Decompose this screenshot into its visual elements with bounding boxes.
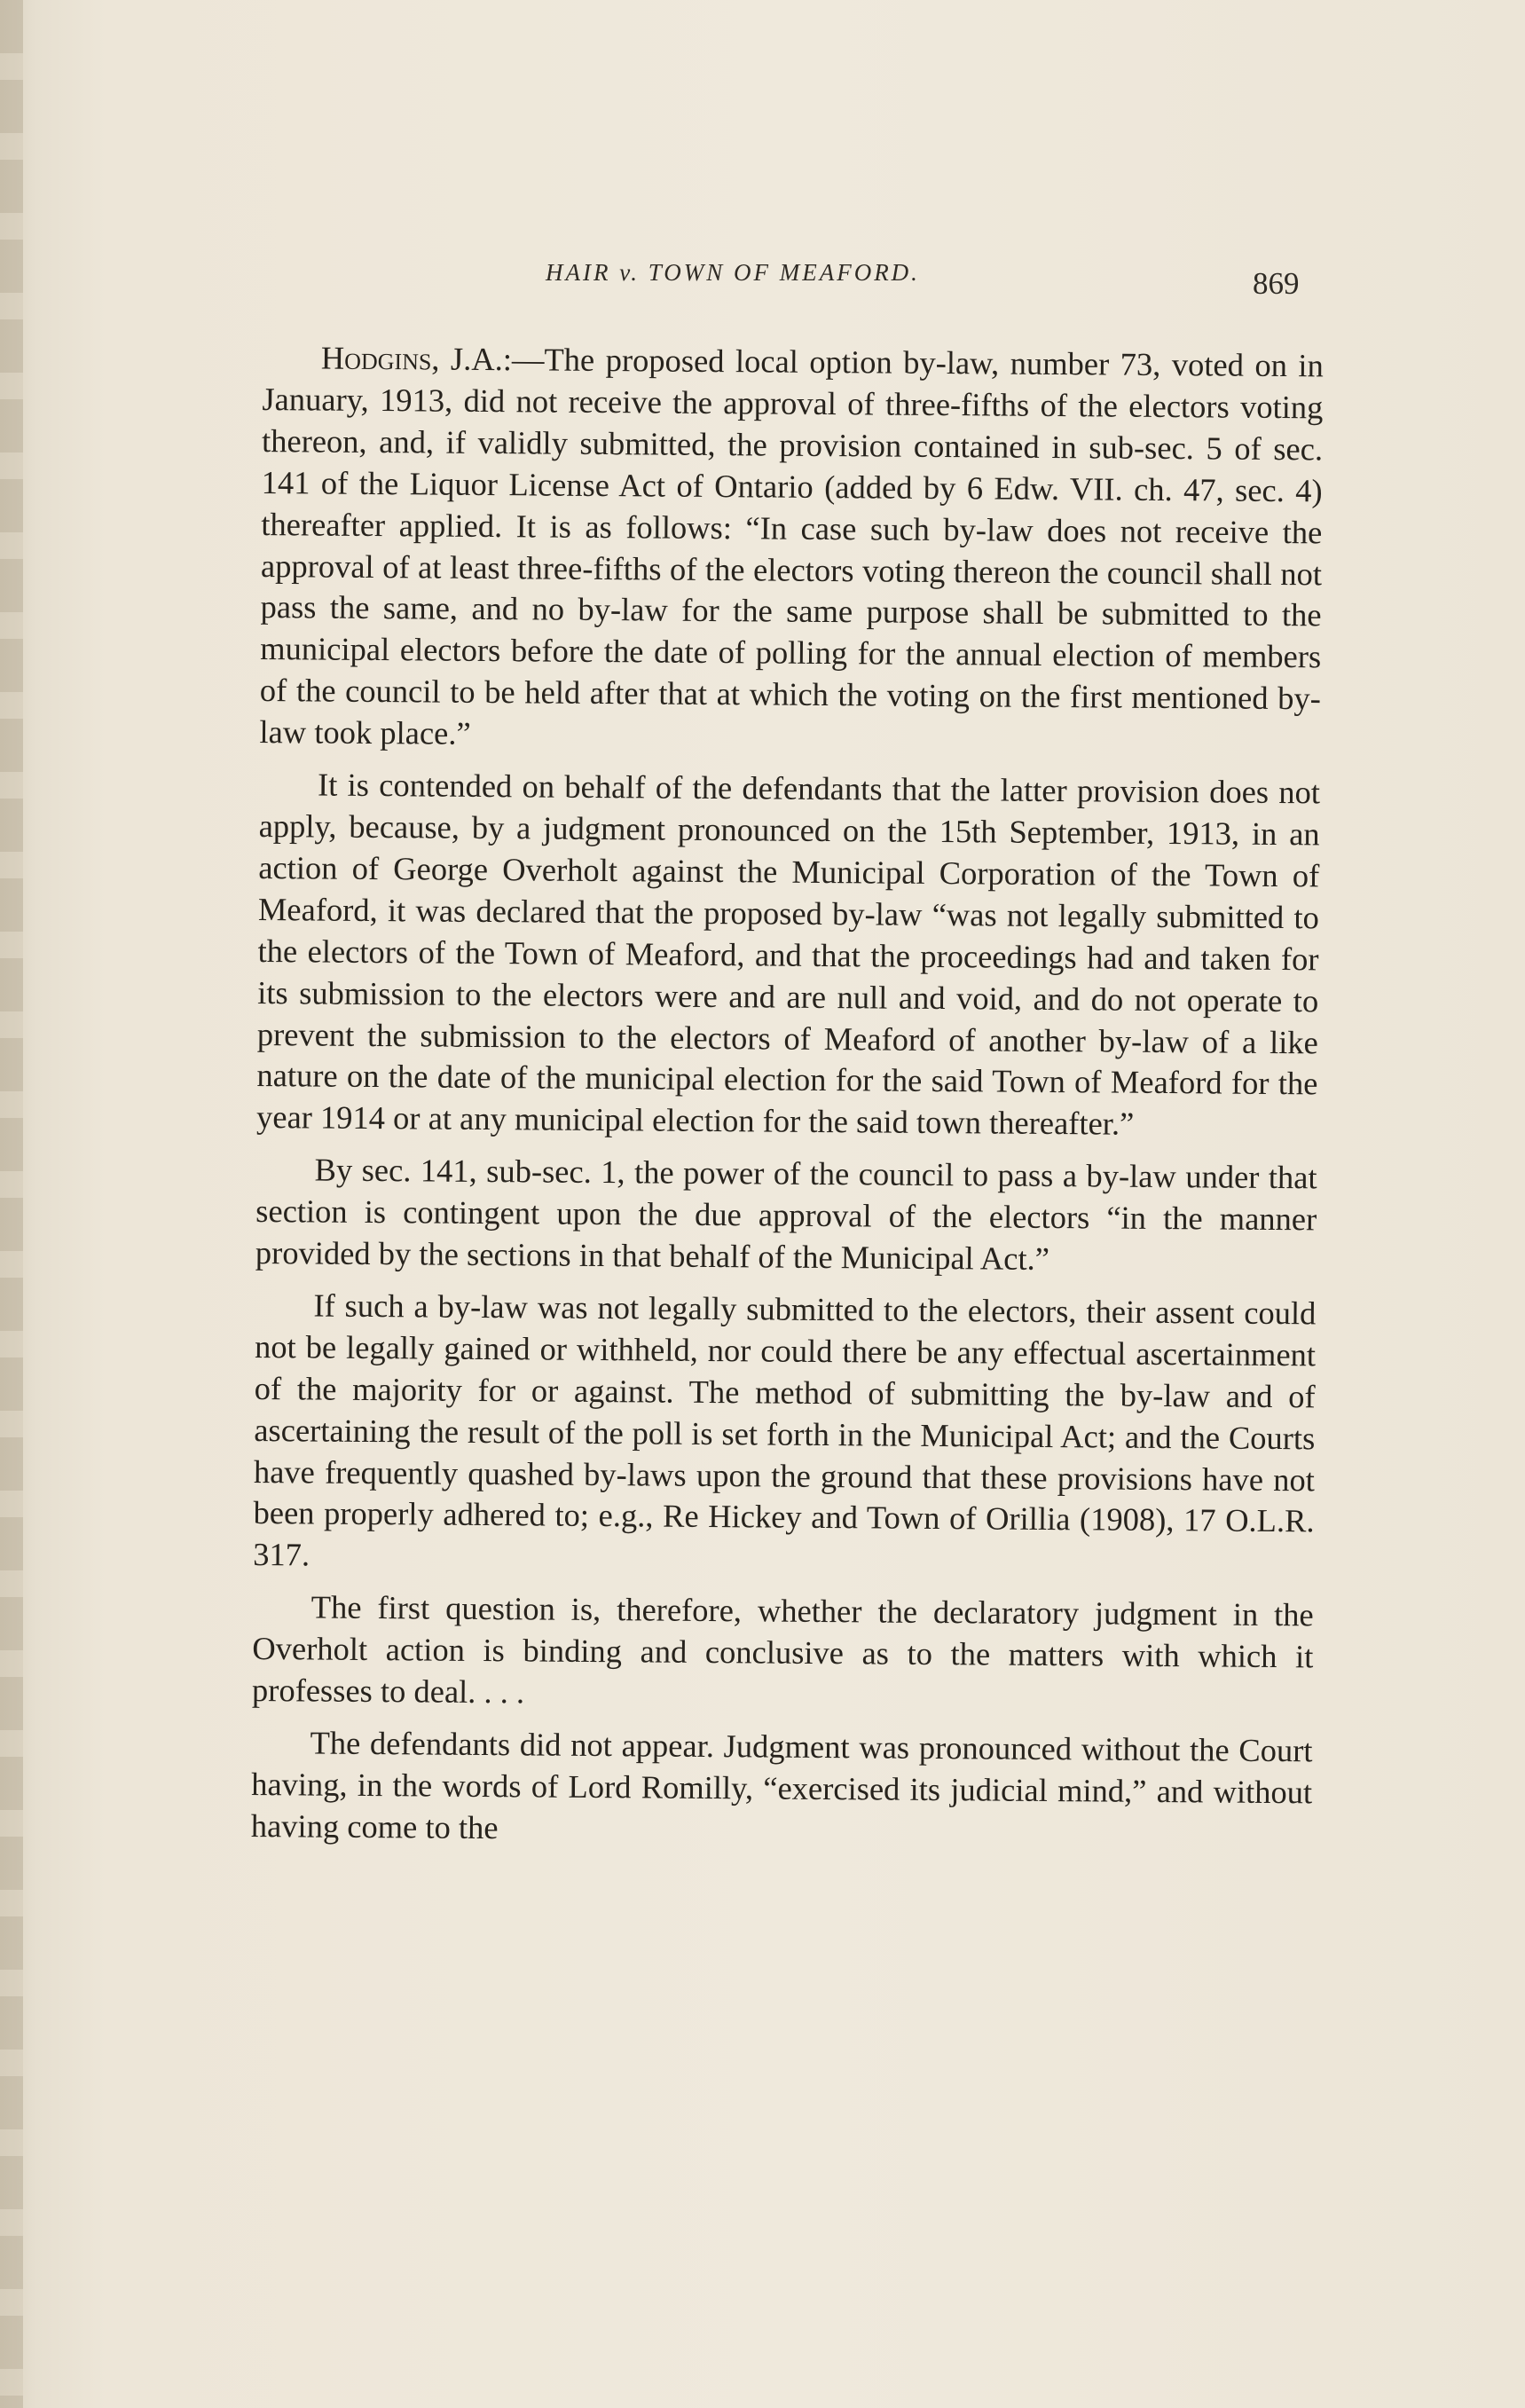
paragraph-6: The defendants did not appear. Judgment was pronounced without the Court having, in the words of Lord Romilly, “exercised its judicial mind,” and without having come to the [250,1724,1313,1845]
page-number: 869 [1253,266,1300,301]
paragraph-2: It is contended on behalf of the defendants that the latter provision does not apply, because, by a judgment pronounced on the 15th September, 1913, in an action of George Overholt against the Municipal Corporation of the Town of Meaford, it was declared that the proposed by-law “was not legally submitted to the electors of the Town of Meaford, and that the proceedings had and taken for its submission to the electors were and are null and void, and do not operate to prevent the submission to the electors of Meaford of another by-law of a like nature on the date of the municipal election for the said Town of Meaford for the year 1914 or at any municipal election for the said town thereafter.” [255,766,1321,1143]
paragraph-4: If such a by-law was not legally submitted to the electors, their assent could not be legally gained or withheld, nor could there be any effectual ascertainment of the majority for or against. The method of submitting the by-law and of ascertaining the result of the poll is set forth in the Municipal Act; and the Courts have frequently quashed by-laws upon the ground that these provisions have not been properly adhered to; e.g., Re Hickey and Town of Orillia (1908), 17 O.L.R. 317. [253,1287,1317,1573]
binding-edge [0,0,23,2408]
paragraph-3: By sec. 141, sub-sec. 1, the power of the council to pass a by-law under that section is contingent upon the due approval of the electors “in the manner provided by the sections in that behalf of the Municipal Act.” [255,1151,1317,1278]
judge-name: Hodgins, J.A. [320,339,503,378]
paragraph-5: The first question is, therefore, whether the declaratory judgment in the Overholt action is binding and conclusive as to the matters with which it professes to deal. . . . [251,1588,1314,1711]
running-head: HAIR v. TOWN OF MEAFORD. [546,259,920,286]
paragraph-1-text: :—The proposed local option by-law, number 73, voted on in January, 1913, did not receive the approval of three-fifths of the electors voting thereon, and, if validly submitted, the provision contained in sub-sec. 5 of sec. 141 of the Liquor License Act of Ontario (added by 6 Edw. VII. ch. 47, sec. 4) thereafter applied. It is as follows: “In case such by-law does not receive the approval of at least three-fifths of the electors voting thereon the council shall not pass the same, and no by-law for the same purpose shall be submitted to the municipal electors before the date of polling for the annual election of members of the council to be held after that at which the voting on the first mentioned by-law took place.” [259,341,1324,752]
paragraph-1 [259,337,1324,761]
body-text [251,337,1324,1866]
